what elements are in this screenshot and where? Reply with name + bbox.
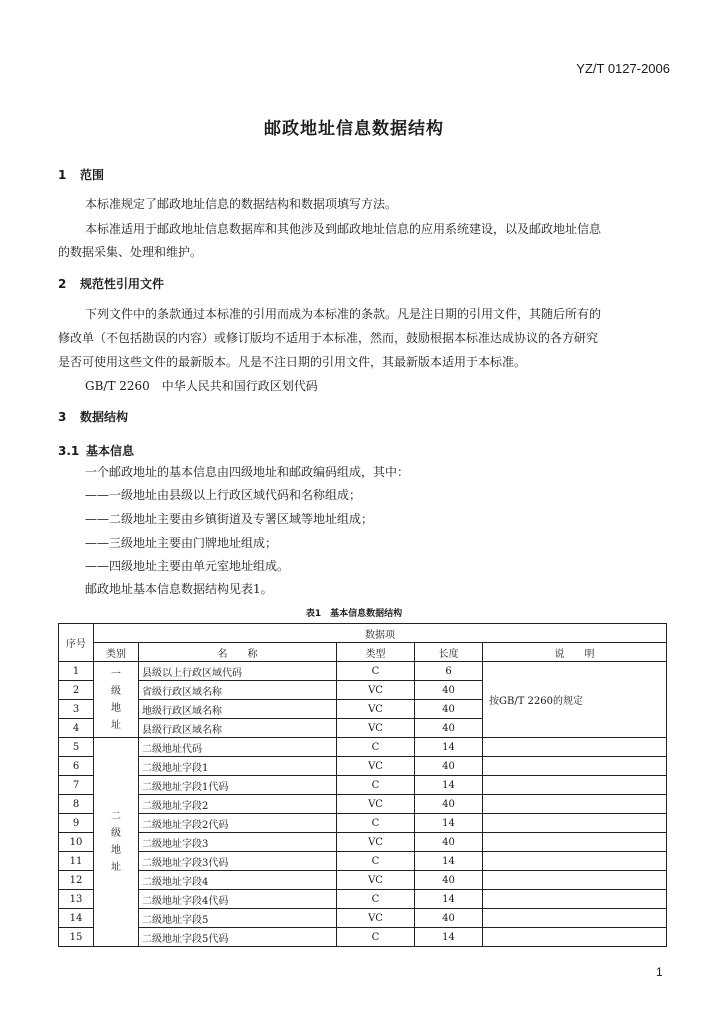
- paragraph: 是否可使用这些文件的最新版本。凡是不注日期的引用文件，其最新版本适用于本标准。: [58, 355, 527, 369]
- length-cell: 40: [415, 757, 483, 776]
- name-cell: 二级地址字段5代码: [139, 928, 337, 947]
- section-title: 范围: [80, 168, 105, 182]
- table-row: [59, 928, 667, 947]
- section-1-heading: [58, 166, 104, 183]
- name-cell: 二级地址字段5: [139, 909, 337, 928]
- name-cell: 二级地址字段2: [139, 795, 337, 814]
- section-title: 规范性引用文件: [80, 277, 165, 291]
- list-item: ——一级地址由县级以上行政区域代码和名称组成；: [85, 488, 362, 502]
- paragraph: 下列文件中的条款通过本标准的引用而成为本标准的条款。凡是注日期的引用文件，其随后所有的: [85, 307, 602, 321]
- name-cell: 地级行政区域名称: [139, 700, 337, 719]
- note-cell: [483, 757, 667, 776]
- type-cell: C: [337, 738, 415, 757]
- type-cell: C: [337, 852, 415, 871]
- note-cell: [483, 795, 667, 814]
- column-header-seq: 序号: [59, 624, 94, 662]
- section-number: 2: [58, 277, 67, 291]
- type-cell: VC: [337, 681, 415, 700]
- name-cell: 二级地址字段3: [139, 833, 337, 852]
- name-cell: 二级地址字段1代码: [139, 776, 337, 795]
- type-cell: C: [337, 928, 415, 947]
- length-cell: 40: [415, 909, 483, 928]
- row-number-cell: 3: [59, 700, 94, 719]
- paragraph: 一个邮政地址的基本信息由四级地址和邮政编码组成，其中：: [85, 465, 410, 479]
- type-cell: VC: [337, 871, 415, 890]
- note-cell: [483, 738, 667, 757]
- paragraph: 本标准适用于邮政地址信息数据库和其他涉及到邮政地址信息的应用系统建设，以及邮政地址信息: [85, 222, 602, 236]
- note-cell: [483, 833, 667, 852]
- column-header-note: 说 明: [483, 643, 667, 662]
- category-cell-level-1: [94, 662, 139, 738]
- type-cell: C: [337, 814, 415, 833]
- note-cell: [483, 909, 667, 928]
- list-item: ——四级地址主要由单元室地址组成。: [85, 559, 290, 573]
- category-cell-level-2: [94, 738, 139, 947]
- section-title: 基本信息: [86, 444, 135, 458]
- length-cell: 14: [415, 890, 483, 909]
- table-row: [59, 776, 667, 795]
- type-cell: C: [337, 662, 415, 681]
- row-number-cell: 5: [59, 738, 94, 757]
- length-cell: 40: [415, 681, 483, 700]
- row-number-cell: 13: [59, 890, 94, 909]
- type-cell: VC: [337, 833, 415, 852]
- note-cell: [483, 852, 667, 871]
- row-number-cell: 4: [59, 719, 94, 738]
- row-number-cell: 15: [59, 928, 94, 947]
- section-number: 3.1: [58, 444, 80, 458]
- page-number: 1: [656, 965, 663, 979]
- row-number-cell: 6: [59, 757, 94, 776]
- paragraph: 邮政地址基本信息数据结构见表1。: [85, 582, 273, 596]
- name-cell: 二级地址代码: [139, 738, 337, 757]
- length-cell: 40: [415, 833, 483, 852]
- section-number: 3: [58, 410, 67, 424]
- row-number-cell: 2: [59, 681, 94, 700]
- column-header-name: 名 称: [139, 643, 337, 662]
- type-cell: VC: [337, 909, 415, 928]
- row-number-cell: 1: [59, 662, 94, 681]
- name-cell: 二级地址字段4代码: [139, 890, 337, 909]
- row-number-cell: 11: [59, 852, 94, 871]
- column-header-group: 数据项: [94, 624, 667, 643]
- row-number-cell: 10: [59, 833, 94, 852]
- type-cell: C: [337, 776, 415, 795]
- table-row: [59, 909, 667, 928]
- name-cell: 二级地址字段3代码: [139, 852, 337, 871]
- normative-reference: GB/T 2260 中华人民共和国行政区划代码: [85, 379, 318, 393]
- note-cell: [483, 814, 667, 833]
- note-cell: [483, 928, 667, 947]
- length-cell: 40: [415, 700, 483, 719]
- column-header-length: 长度: [415, 643, 483, 662]
- category-label: 二级地址: [111, 811, 121, 873]
- list-item: ——二级地址主要由乡镇街道及专署区域等地址组成；: [85, 512, 374, 526]
- table-row: [59, 738, 667, 757]
- table-caption: 表1 基本信息数据结构: [305, 609, 403, 619]
- type-cell: VC: [337, 757, 415, 776]
- table-row: [59, 662, 667, 681]
- length-cell: 14: [415, 738, 483, 757]
- length-cell: 40: [415, 871, 483, 890]
- standard-number: YZ/T 0127-2006: [576, 61, 670, 76]
- section-number: 1: [58, 168, 67, 182]
- section-3-1-heading: [58, 442, 134, 459]
- name-cell: 县级以上行政区域代码: [139, 662, 337, 681]
- length-cell: 14: [415, 814, 483, 833]
- table-row: [59, 814, 667, 833]
- length-cell: 14: [415, 776, 483, 795]
- category-label: 一级地址: [111, 668, 121, 731]
- list-item: ——三级地址主要由门牌地址组成；: [85, 536, 278, 550]
- column-header-category: 类别: [94, 643, 139, 662]
- type-cell: VC: [337, 719, 415, 738]
- type-cell: VC: [337, 795, 415, 814]
- row-number-cell: 9: [59, 814, 94, 833]
- row-number-cell: 12: [59, 871, 94, 890]
- type-cell: VC: [337, 700, 415, 719]
- length-cell: 40: [415, 719, 483, 738]
- section-2-heading: [58, 275, 164, 292]
- note-cell: [483, 890, 667, 909]
- table-row: [59, 757, 667, 776]
- paragraph: 修改单（不包括勘误的内容）或修订版均不适用于本标准，然而，鼓励根据本标准达成协议的各方研究: [58, 331, 599, 345]
- section-title: 数据结构: [80, 410, 129, 424]
- name-cell: 二级地址字段4: [139, 871, 337, 890]
- table-row: [59, 852, 667, 871]
- row-number-cell: 7: [59, 776, 94, 795]
- length-cell: 40: [415, 795, 483, 814]
- name-cell: 县级行政区域名称: [139, 719, 337, 738]
- table-body: [59, 662, 667, 947]
- length-cell: 6: [415, 662, 483, 681]
- basic-info-table: [58, 623, 667, 947]
- name-cell: 二级地址字段1: [139, 757, 337, 776]
- row-number-cell: 14: [59, 909, 94, 928]
- paragraph: 的数据采集、处理和维护。: [58, 245, 203, 259]
- note-cell: [483, 776, 667, 795]
- section-3-heading: [58, 408, 128, 425]
- note-cell: 按GB/T 2260的规定: [483, 662, 667, 738]
- table-row: [59, 833, 667, 852]
- page-title: 邮政地址信息数据结构: [264, 119, 444, 139]
- table-row: [59, 795, 667, 814]
- table-row: [59, 890, 667, 909]
- name-cell: 二级地址字段2代码: [139, 814, 337, 833]
- type-cell: C: [337, 890, 415, 909]
- length-cell: 14: [415, 852, 483, 871]
- note-cell: [483, 871, 667, 890]
- column-header-type: 类型: [337, 643, 415, 662]
- table-row: [59, 871, 667, 890]
- row-number-cell: 8: [59, 795, 94, 814]
- paragraph: 本标准规定了邮政地址信息的数据结构和数据项填写方法。: [85, 197, 398, 211]
- name-cell: 省级行政区域名称: [139, 681, 337, 700]
- length-cell: 14: [415, 928, 483, 947]
